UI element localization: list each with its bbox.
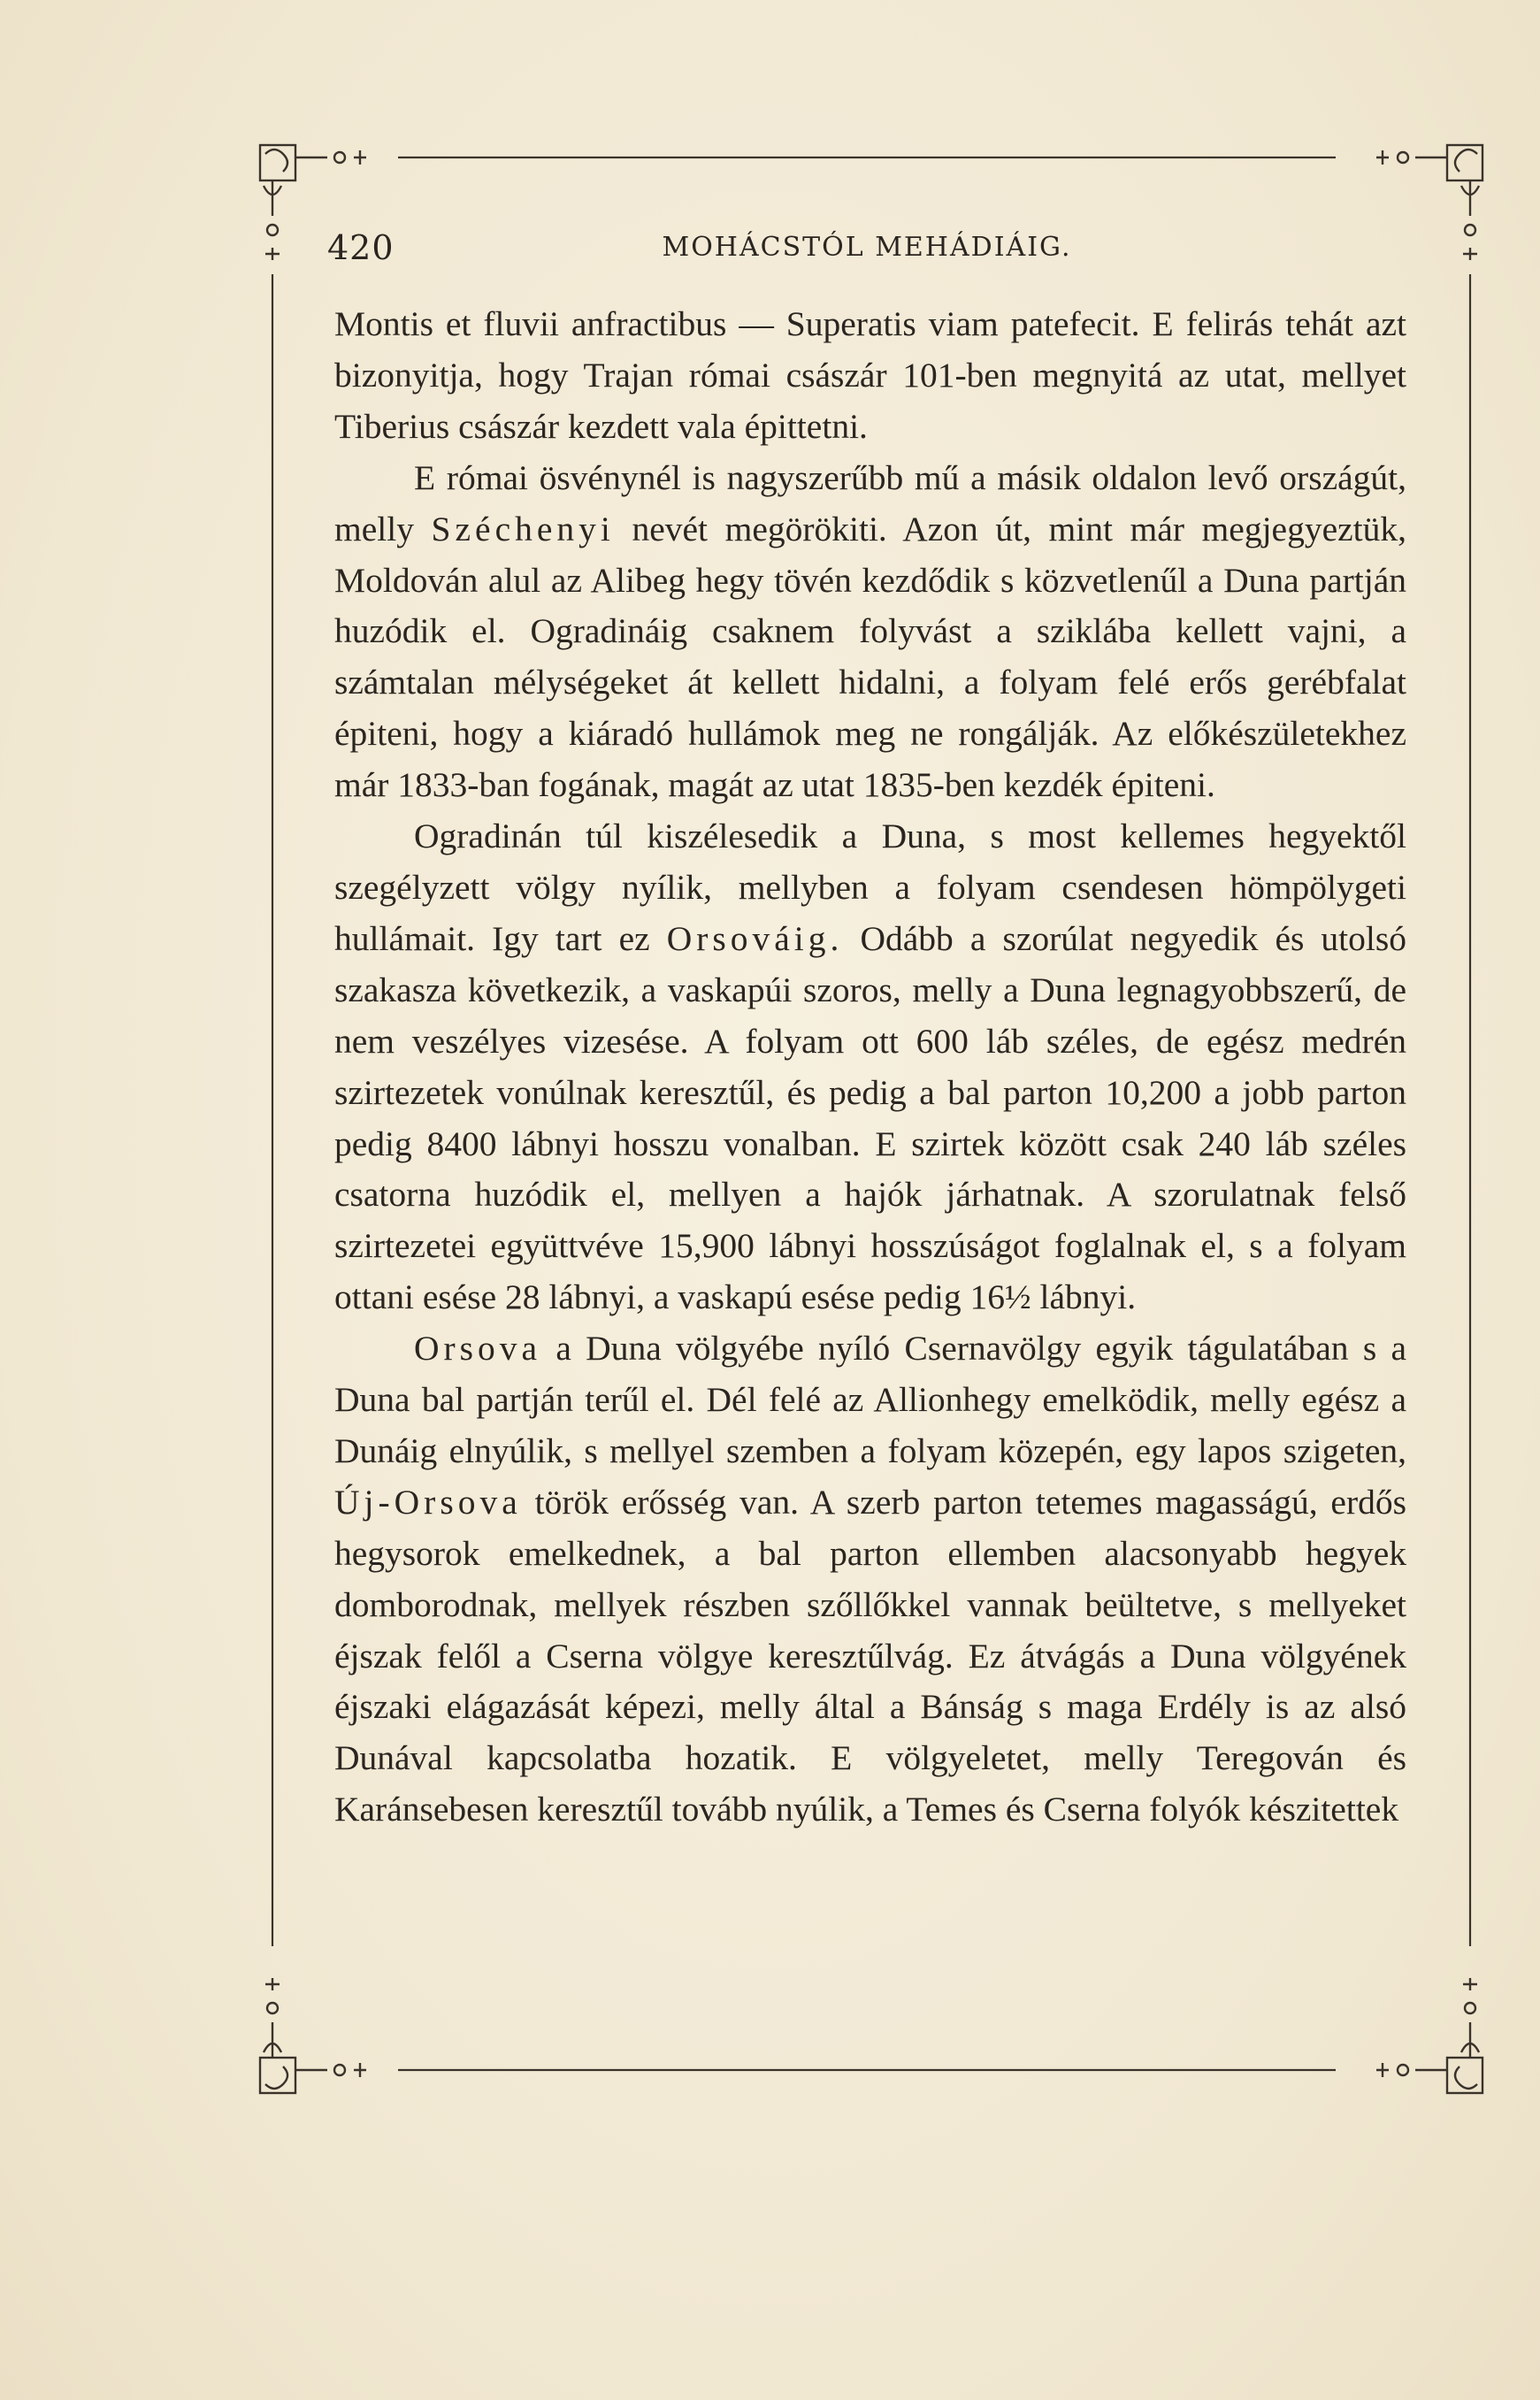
page-number: 420 [327, 228, 395, 267]
paragraph-1-text: Montis et fluvii anfractibus — Superatis viam patefecit. E felirás tehát azt bizonyitja, hogy Trajan római császár 101-ben megnyitá az utat, mellyet Tiberius császár kezdett vala épittetni. [334, 304, 1406, 446]
paragraph-4-text-c: török erősség van. A szerb parton tetemes magasságú, erdős hegysorok emelkednek, a bal parton ellemben alacsonyabb hegyek domborodnak, mellyek részben szőllőkkel vannak beültetve, s mellyeket éjszak felől a Cserna völgye keresztűlvág. Ez átvágás a Duna völgyének éjszaki elágazását képezi, melly által a Bánság s maga Erdély is az alsó Dunával kapcsolatba hozatik. E völgyeletet, melly Teregován és Karánsebesen keresztűl tovább nyúlik, a Temes és Cserna folyók készitettek [334, 1482, 1406, 1829]
spaced-name-uj-orsova: Új-Orsova [334, 1482, 522, 1522]
body-text [334, 299, 1406, 1836]
spaced-name-orsova: Orsova [414, 1329, 542, 1369]
paragraph-2-text-a: E római ösvénynél is nagyszerűbb mű a másik oldalon levő országút, melly [334, 457, 1406, 548]
paragraph-2-text-b: nevét megörökiti. Azon út, mint már megjegyeztük, Moldován alul az Alibeg hegy tövén kezdődik s közvetlenűl a Duna partján huzódik el. Ogradináig csaknem folyvást a sziklába kellett vajni, a számtalan mélységeket át kellett hidalni, a folyam felé erős gerébfalat épiteni, hogy a kiáradó hullámok meg ne rongálják. Az előkészületekhez már 1833-ban fogának, magát az utat 1835-ben kezdék épiteni. [334, 509, 1406, 805]
page-header [327, 228, 1406, 272]
spaced-name-szechenyi: Széchenyi [431, 509, 615, 548]
paragraph-2 [334, 453, 1406, 811]
corner-ornament-bottom-left [260, 1978, 366, 2093]
paragraph-4-text-b: a Duna völgyébe nyíló Csernavölgy egyik tágulatában s a Duna bal partján terűl el. Dél felé az Allionhegy emelködik, melly egész a Dunáig elnyúlik, s mellyel szemben a folyam közepén, egy lapos szigeten, [334, 1329, 1406, 1470]
paragraph-3-text-a: Ogradinán túl kiszélesedik a Duna, s most kellemes hegyektől szegélyzett völgy nyílik, mellyben a folyam csendesen hömpölygeti hullámait. Igy tart ez [334, 817, 1406, 958]
paragraph-1 [334, 299, 1406, 453]
paragraph-3-text-b: Odább a szorúlat negyedik és utolsó szakasza következik, a vaskapúi szoros, melly a Duna legnagyobbszerű, de nem veszélyes vizesése. A folyam ott 600 láb széles, de egész medrén szirtezetek vonúlnak keresztűl, és pedig a bal parton 10,200 a jobb parton pedig 8400 lábnyi hosszu vonalban. E szirtek között csak 240 láb széles csatorna huzódik el, mellyen a hajók járhatnak. A szorulatnak felső szirtezetei együttvéve 15,900 lábnyi hosszúságot foglalnak el, s a folyam ottani esése 28 lábnyi, a vaskapú esése pedig 16½ lábnyi. [334, 918, 1406, 1317]
paragraph-3 [334, 811, 1406, 1323]
corner-ornament-bottom-right [1376, 1978, 1483, 2093]
running-title: MOHÁCSTÓL MEHÁDIÁIG. [662, 232, 1072, 263]
paragraph-4 [334, 1323, 1406, 1836]
spaced-name-orsovaig: Orsováig. [666, 918, 844, 958]
